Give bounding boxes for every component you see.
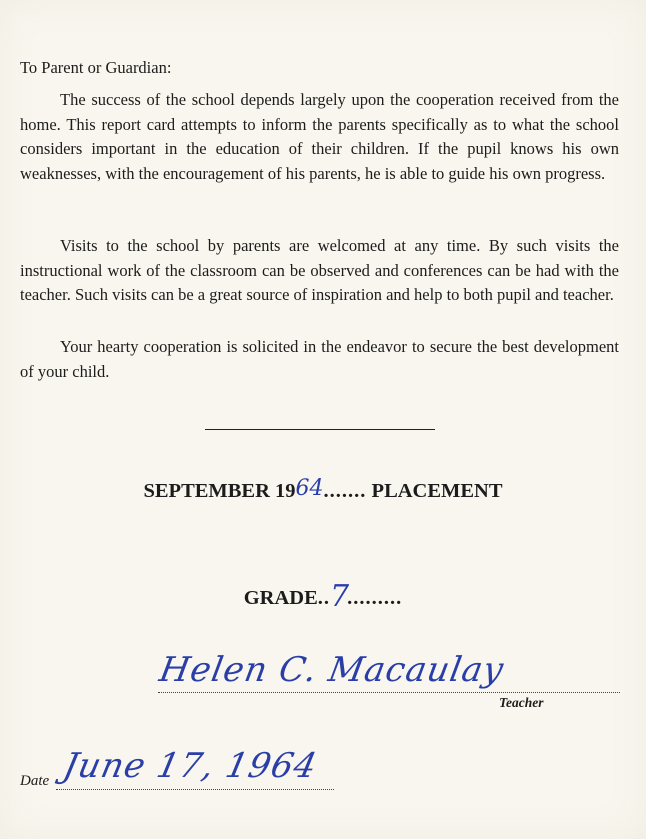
section-divider — [205, 429, 435, 430]
grade-label: GRADE — [243, 587, 318, 609]
grade-value-handwritten: 7 — [330, 579, 350, 614]
date-handwritten: June 17, 1964 — [59, 746, 322, 786]
date-label: Date — [20, 773, 50, 789]
salutation: To Parent or Guardian: — [20, 58, 172, 77]
grade-line — [0, 577, 646, 612]
date-dotted-line — [56, 789, 334, 790]
placement-year-handwritten: 64 — [295, 476, 324, 501]
paragraph-closing: Your hearty cooperation is solicited in the endeavor to secure the best development of your child. — [20, 337, 619, 381]
teacher-label: Teacher — [499, 695, 544, 710]
grade-dots-after: ......... — [347, 587, 403, 609]
signature-dotted-line — [158, 692, 620, 693]
placement-line — [0, 478, 646, 503]
grade-dots-before: .. — [317, 587, 331, 609]
placement-suffix: PLACEMENT — [371, 480, 503, 502]
paragraph-visits: Visits to the school by parents are welcomed at any time. By such visits the instructional work of the classroom can be observed and conferences can be had with the teacher. Such visits can be a great source of inspiration and help to both pupil and teacher. — [20, 236, 619, 304]
placement-dots: ....... — [323, 480, 367, 502]
placement-prefix: SEPTEMBER 19 — [143, 480, 296, 502]
teacher-signature: Helen C. Macaulay — [156, 650, 508, 690]
paragraph-cooperation: The success of the school depends largely upon the cooperation received from the home. This report card attempts to inform the parents specifically as to what the school considers important in the education of their children. If the pupil knows his own weaknesses, with the encouragement of his parents, he is able to guide his own progress. — [20, 90, 619, 183]
